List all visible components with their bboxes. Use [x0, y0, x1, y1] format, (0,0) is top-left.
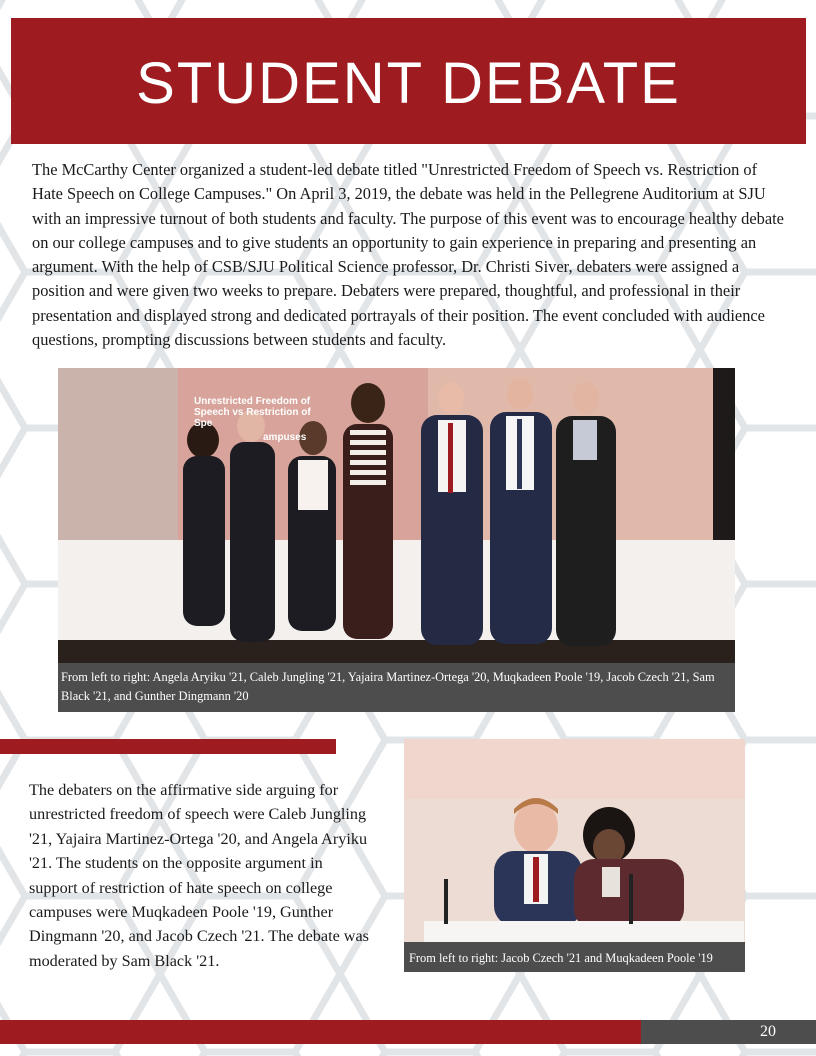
title-banner: [11, 18, 806, 144]
section-divider-bar: [0, 739, 336, 754]
debaters-photo: [404, 739, 745, 972]
group-photo-caption: From left to right: Angela Aryiku '21, Caleb Jungling '21, Yajaira Martinez-Ortega '20, Muqkadeen Poole '19, Jacob Czech '21, Sam Black '21, and Gunther Dingmann '20: [58, 663, 735, 712]
group-photo-image: [58, 368, 735, 663]
slide-title-line4: ampuses: [263, 432, 307, 443]
intro-paragraph: The McCarthy Center organized a student-led debate titled "Unrestricted Freedom of Speech vs. Restriction of Hate Speech on College Campuses." On April 3, 2019, the debate was held in the Pellegrene Auditorium at SJU with an impressive turnout of both students and faculty. The purpose of this event was to encourage healthy debate on our college campuses and to give students an opportunity to gain experience in preparing and presenting an argument. With the help of CSB/SJU Political Science professor, Dr. Christi Siver, debaters were assigned a position and were given two weeks to prepare. Debaters were prepared, thoughtful, and professional in their presentation and displayed strong and dedicated portrayals of their position. The event concluded with audience questions, prompting discussions between students and faculty.: [32, 160, 784, 350]
footer-page-number: 20: [641, 1020, 816, 1044]
slide-title-line3: Spe: [194, 418, 213, 429]
slide-title-line1: Unrestricted Freedom of: [194, 396, 311, 407]
debaters-photo-image: [404, 739, 745, 942]
footer-red-bar: [0, 1020, 641, 1044]
slide-title-line2: Speech vs Restriction of: [194, 407, 311, 418]
debaters-paragraph: The debaters on the affirmative side arguing for unrestricted freedom of speech were Caleb Jungling '21, Yajaira Martinez-Ortega '20, and Angela Aryiku '21. The students on the opposite argument in support of restriction of hate speech on college campuses were Muqkadeen Poole '19, Gunther Dingmann '20, and Jacob Czech '21. The debate was moderated by Sam Black '21.: [29, 781, 369, 970]
group-photo: [58, 368, 735, 712]
page-title: STUDENT DEBATE: [136, 50, 681, 116]
debaters-photo-caption: From left to right: Jacob Czech '21 and Muqkadeen Poole '19: [404, 942, 745, 972]
